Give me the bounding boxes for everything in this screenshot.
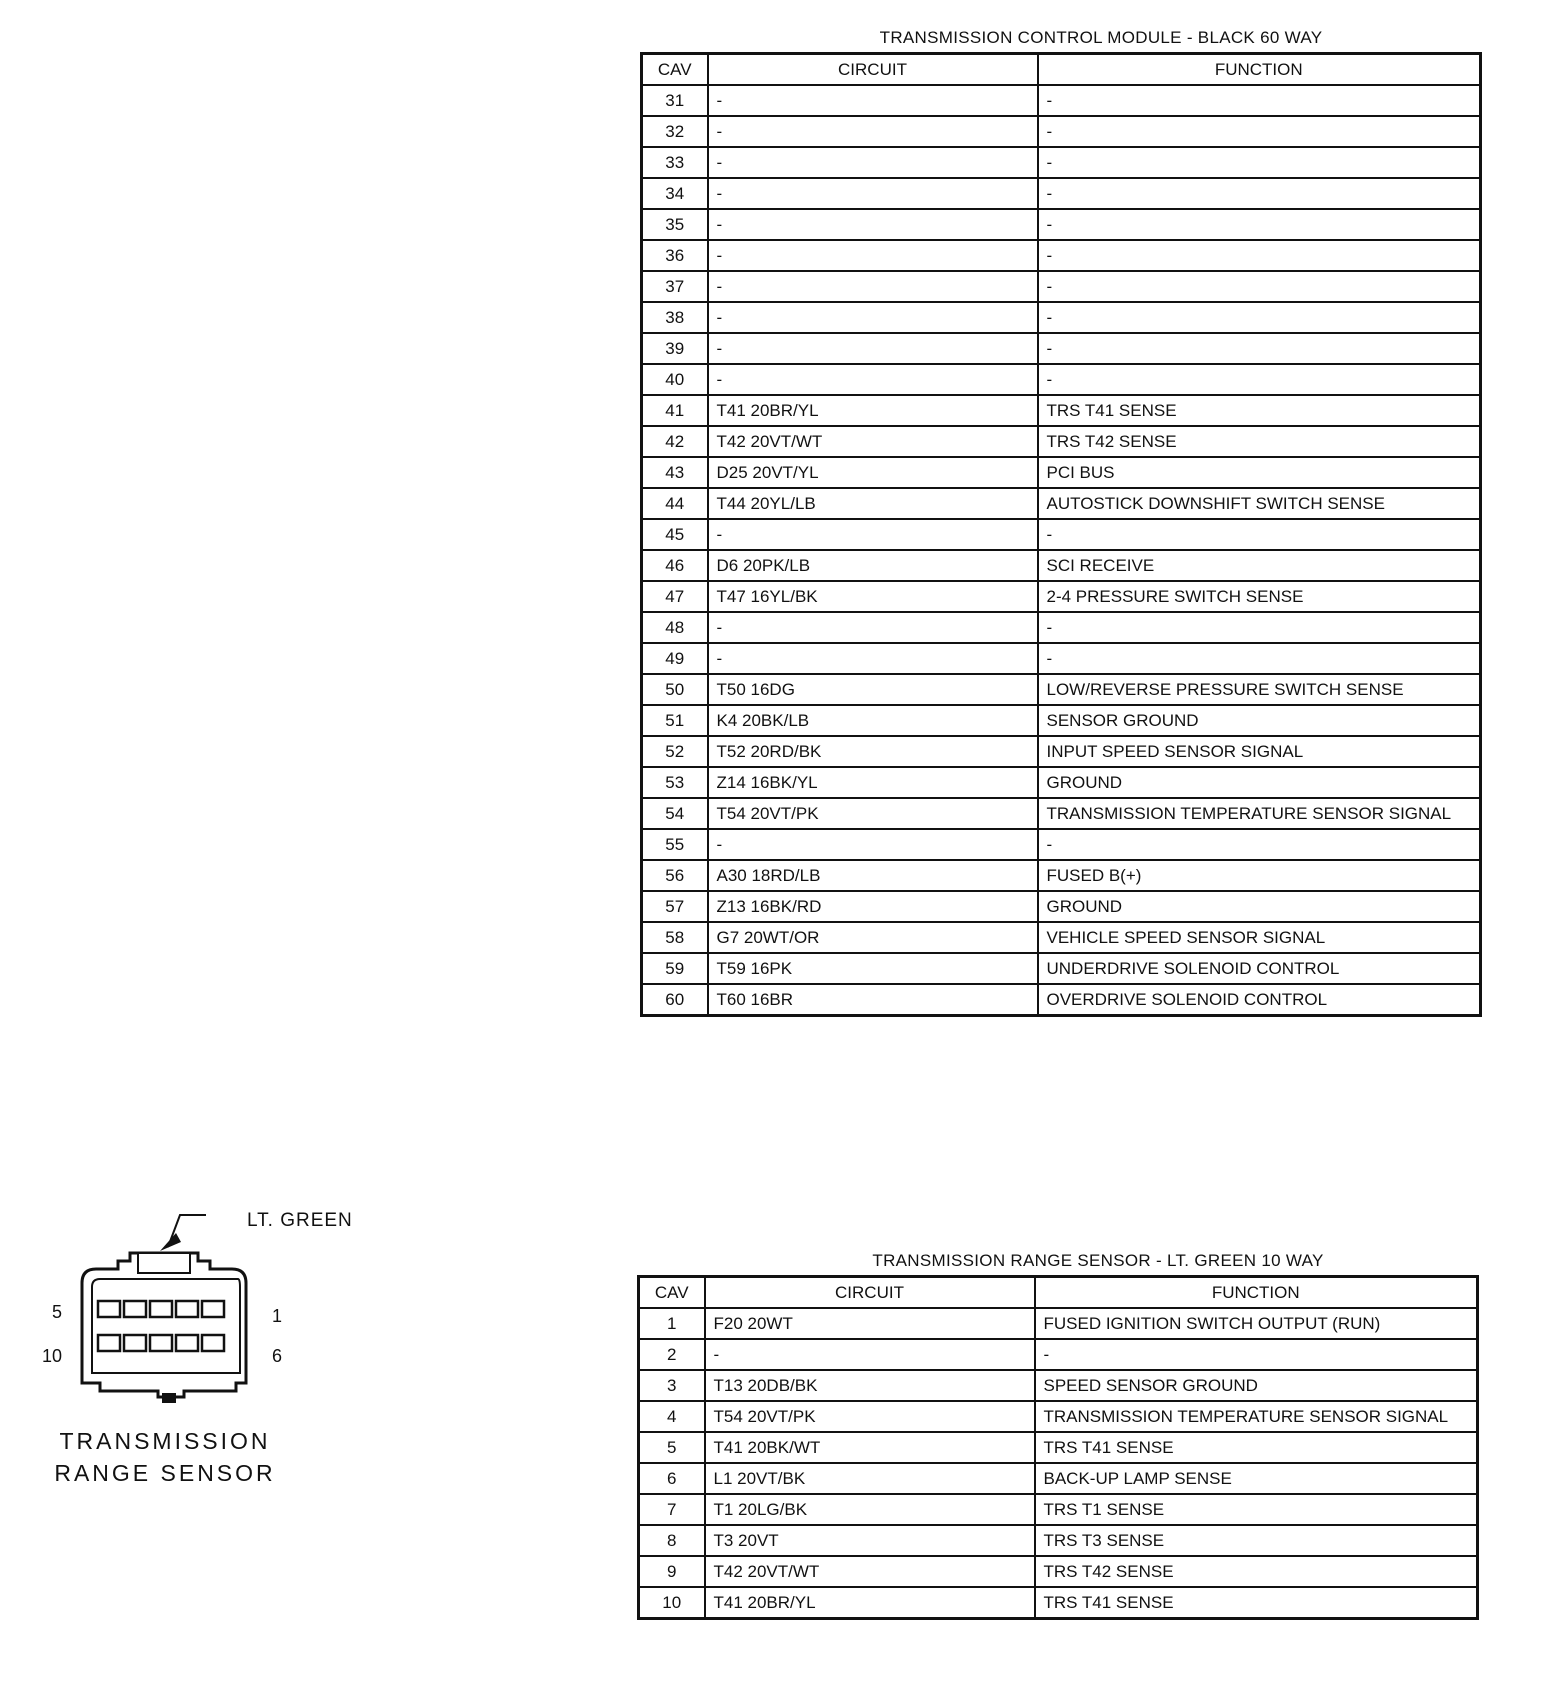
function-cell: - (1035, 1339, 1478, 1370)
function-cell: - (1038, 116, 1481, 147)
circuit-cell: T42 20VT/WT (708, 426, 1038, 457)
function-cell: SPEED SENSOR GROUND (1035, 1370, 1478, 1401)
cav-cell: 60 (642, 984, 708, 1016)
circuit-cell: T52 20RD/BK (708, 736, 1038, 767)
circuit-cell: T44 20YL/LB (708, 488, 1038, 519)
cav-cell: 31 (642, 85, 708, 116)
table-row (642, 581, 1481, 612)
function-cell: TRS T42 SENSE (1035, 1556, 1478, 1587)
cav-cell: 48 (642, 612, 708, 643)
tcm-table-title: TRANSMISSION CONTROL MODULE - BLACK 60 WAY (879, 28, 1323, 47)
circuit-cell: - (708, 519, 1038, 550)
cav-cell: 49 (642, 643, 708, 674)
circuit-cell: T60 16BR (708, 984, 1038, 1016)
circuit-cell: - (708, 209, 1038, 240)
table-row (642, 147, 1481, 178)
cav-cell: 2 (639, 1339, 705, 1370)
polarizing-key (162, 1393, 176, 1403)
table-row (642, 550, 1481, 581)
circuit-header: CIRCUIT (705, 1277, 1035, 1309)
function-cell: PCI BUS (1038, 457, 1481, 488)
table-row (642, 612, 1481, 643)
cav-cell: 51 (642, 705, 708, 736)
table-row (642, 240, 1481, 271)
function-cell: VEHICLE SPEED SENSOR SIGNAL (1038, 922, 1481, 953)
circuit-cell: T54 20VT/PK (705, 1401, 1035, 1432)
connector-outline (82, 1253, 246, 1397)
pin-label-1: 1 (272, 1306, 283, 1326)
cav-cell: 8 (639, 1525, 705, 1556)
circuit-header: CIRCUIT (708, 54, 1038, 86)
circuit-cell: - (705, 1339, 1035, 1370)
circuit-cell: T59 16PK (708, 953, 1038, 984)
cav-cell: 45 (642, 519, 708, 550)
cav-header: CAV (642, 54, 708, 86)
circuit-cell: - (708, 302, 1038, 333)
table-row (639, 1339, 1478, 1370)
circuit-cell: - (708, 333, 1038, 364)
function-cell: TRANSMISSION TEMPERATURE SENSOR SIGNAL (1035, 1401, 1478, 1432)
cav-cell: 35 (642, 209, 708, 240)
cav-cell: 53 (642, 767, 708, 798)
circuit-cell: A30 18RD/LB (708, 860, 1038, 891)
cav-header: CAV (639, 1277, 705, 1309)
cav-cell: 1 (639, 1308, 705, 1339)
table-row (642, 116, 1481, 147)
pin-label-5: 5 (52, 1302, 63, 1322)
function-cell: FUSED IGNITION SWITCH OUTPUT (RUN) (1035, 1308, 1478, 1339)
function-cell: - (1038, 302, 1481, 333)
table-row (642, 705, 1481, 736)
circuit-cell: - (708, 240, 1038, 271)
function-cell: TRS T41 SENSE (1038, 395, 1481, 426)
function-header: FUNCTION (1038, 54, 1481, 86)
cav-cell: 6 (639, 1463, 705, 1494)
circuit-cell: T41 20BR/YL (708, 395, 1038, 426)
table-row (639, 1463, 1478, 1494)
function-cell: SENSOR GROUND (1038, 705, 1481, 736)
table-row (642, 643, 1481, 674)
tcm-connector-table (640, 24, 1482, 1017)
table-row (642, 364, 1481, 395)
function-cell: - (1038, 271, 1481, 302)
table-row (642, 333, 1481, 364)
connector-caption (40, 1425, 290, 1489)
leader-arrowhead (160, 1233, 181, 1251)
table-row (642, 953, 1481, 984)
trs-table-title: TRANSMISSION RANGE SENSOR - LT. GREEN 10 WAY (872, 1251, 1324, 1270)
cav-cell: 9 (639, 1556, 705, 1587)
table-row (642, 457, 1481, 488)
function-cell: AUTOSTICK DOWNSHIFT SWITCH SENSE (1038, 488, 1481, 519)
cav-cell: 4 (639, 1401, 705, 1432)
cavity-row-top (98, 1301, 224, 1317)
circuit-cell: T41 20BR/YL (705, 1587, 1035, 1619)
table-header-row (639, 1277, 1478, 1309)
function-cell: - (1038, 240, 1481, 271)
circuit-cell: - (708, 85, 1038, 116)
cav-cell: 33 (642, 147, 708, 178)
cav-cell: 10 (639, 1587, 705, 1619)
cav-cell: 5 (639, 1432, 705, 1463)
table-row (639, 1370, 1478, 1401)
function-cell: TRS T41 SENSE (1035, 1587, 1478, 1619)
cav-cell: 47 (642, 581, 708, 612)
table-row (642, 922, 1481, 953)
circuit-cell: Z14 16BK/YL (708, 767, 1038, 798)
cav-cell: 54 (642, 798, 708, 829)
cav-cell: 52 (642, 736, 708, 767)
circuit-cell: - (708, 643, 1038, 674)
circuit-cell: Z13 16BK/RD (708, 891, 1038, 922)
cav-cell: 44 (642, 488, 708, 519)
table-row (639, 1308, 1478, 1339)
connector-diagram (40, 1205, 380, 1425)
table-row (639, 1401, 1478, 1432)
circuit-cell: - (708, 364, 1038, 395)
table-row (639, 1587, 1478, 1619)
cav-cell: 57 (642, 891, 708, 922)
cav-cell: 43 (642, 457, 708, 488)
cav-cell: 38 (642, 302, 708, 333)
circuit-cell: G7 20WT/OR (708, 922, 1038, 953)
function-cell: UNDERDRIVE SOLENOID CONTROL (1038, 953, 1481, 984)
table-row (642, 891, 1481, 922)
cav-cell: 50 (642, 674, 708, 705)
table-row (642, 85, 1481, 116)
trs-pinout-table (637, 1275, 1479, 1620)
function-header: FUNCTION (1035, 1277, 1478, 1309)
cav-cell: 42 (642, 426, 708, 457)
function-cell: - (1038, 612, 1481, 643)
pin-label-10: 10 (42, 1346, 63, 1366)
connector-color-label: LT. GREEN (247, 1210, 353, 1231)
table-row (639, 1525, 1478, 1556)
cav-cell: 36 (642, 240, 708, 271)
function-cell: FUSED B(+) (1038, 860, 1481, 891)
table-row (642, 798, 1481, 829)
circuit-cell: - (708, 116, 1038, 147)
table-row (642, 209, 1481, 240)
circuit-cell: - (708, 147, 1038, 178)
table-row (642, 829, 1481, 860)
function-cell: TRS T1 SENSE (1035, 1494, 1478, 1525)
function-cell: - (1038, 519, 1481, 550)
caption-line-2: RANGE SENSOR (54, 1460, 276, 1486)
circuit-cell: T50 16DG (708, 674, 1038, 705)
table-row (639, 1494, 1478, 1525)
function-cell: - (1038, 829, 1481, 860)
function-cell: - (1038, 85, 1481, 116)
circuit-cell: K4 20BK/LB (708, 705, 1038, 736)
table-row (642, 426, 1481, 457)
cav-cell: 3 (639, 1370, 705, 1401)
circuit-cell: - (708, 178, 1038, 209)
cav-cell: 32 (642, 116, 708, 147)
function-cell: OVERDRIVE SOLENOID CONTROL (1038, 984, 1481, 1016)
table-header-row (642, 54, 1481, 86)
function-cell: TRANSMISSION TEMPERATURE SENSOR SIGNAL (1038, 798, 1481, 829)
table-row (642, 488, 1481, 519)
pin-label-6: 6 (272, 1346, 283, 1366)
circuit-cell: - (708, 829, 1038, 860)
circuit-cell: D25 20VT/YL (708, 457, 1038, 488)
circuit-cell: - (708, 271, 1038, 302)
cav-cell: 56 (642, 860, 708, 891)
caption-line-1: TRANSMISSION (59, 1428, 271, 1454)
cav-cell: 37 (642, 271, 708, 302)
cav-cell: 39 (642, 333, 708, 364)
circuit-cell: L1 20VT/BK (705, 1463, 1035, 1494)
cav-cell: 41 (642, 395, 708, 426)
cav-cell: 59 (642, 953, 708, 984)
cav-cell: 7 (639, 1494, 705, 1525)
function-cell: - (1038, 178, 1481, 209)
function-cell: TRS T3 SENSE (1035, 1525, 1478, 1556)
circuit-cell: - (708, 612, 1038, 643)
cav-cell: 46 (642, 550, 708, 581)
function-cell: GROUND (1038, 891, 1481, 922)
circuit-cell: T41 20BK/WT (705, 1432, 1035, 1463)
table-row (642, 178, 1481, 209)
function-cell: SCI RECEIVE (1038, 550, 1481, 581)
cav-cell: 55 (642, 829, 708, 860)
table-row (642, 860, 1481, 891)
function-cell: 2-4 PRESSURE SWITCH SENSE (1038, 581, 1481, 612)
tcm-pinout-table (640, 52, 1482, 1017)
table-row (642, 395, 1481, 426)
circuit-cell: T3 20VT (705, 1525, 1035, 1556)
cavity-row-bottom (98, 1335, 224, 1351)
cav-cell: 58 (642, 922, 708, 953)
function-cell: - (1038, 209, 1481, 240)
transmission-range-sensor-connector (40, 1205, 380, 1505)
table-row (639, 1556, 1478, 1587)
circuit-cell: T47 16YL/BK (708, 581, 1038, 612)
circuit-cell: D6 20PK/LB (708, 550, 1038, 581)
table-row (642, 767, 1481, 798)
table-row (642, 984, 1481, 1016)
function-cell: - (1038, 147, 1481, 178)
latch-tab (138, 1253, 190, 1273)
table-row (639, 1432, 1478, 1463)
function-cell: - (1038, 364, 1481, 395)
cav-cell: 34 (642, 178, 708, 209)
circuit-cell: T1 20LG/BK (705, 1494, 1035, 1525)
function-cell: LOW/REVERSE PRESSURE SWITCH SENSE (1038, 674, 1481, 705)
function-cell: - (1038, 333, 1481, 364)
table-row (642, 736, 1481, 767)
function-cell: TRS T41 SENSE (1035, 1432, 1478, 1463)
function-cell: INPUT SPEED SENSOR SIGNAL (1038, 736, 1481, 767)
function-cell: BACK-UP LAMP SENSE (1035, 1463, 1478, 1494)
cav-cell: 40 (642, 364, 708, 395)
circuit-cell: T54 20VT/PK (708, 798, 1038, 829)
table-row (642, 271, 1481, 302)
table-row (642, 519, 1481, 550)
function-cell: TRS T42 SENSE (1038, 426, 1481, 457)
table-row (642, 674, 1481, 705)
table-row (642, 302, 1481, 333)
circuit-cell: T42 20VT/WT (705, 1556, 1035, 1587)
circuit-cell: F20 20WT (705, 1308, 1035, 1339)
function-cell: - (1038, 643, 1481, 674)
circuit-cell: T13 20DB/BK (705, 1370, 1035, 1401)
trs-connector-table (637, 1247, 1479, 1620)
function-cell: GROUND (1038, 767, 1481, 798)
